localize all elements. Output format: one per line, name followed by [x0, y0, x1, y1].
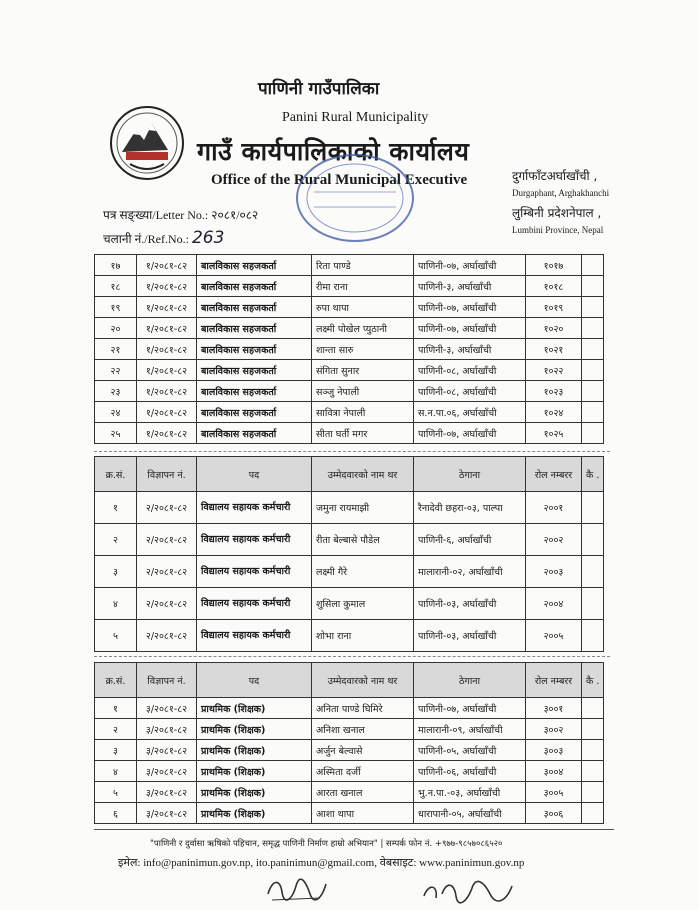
table-cell: २/२०८१-८२: [137, 524, 197, 556]
table-cell: लक्ष्मी पोखेल प्युठानी: [312, 318, 414, 339]
table-cell: शुसिला कुमाल: [312, 588, 414, 620]
table-cell: १/२०८१-८२: [137, 297, 197, 318]
table-cell: १/२०८१-८२: [137, 318, 197, 339]
table-cell: शान्ता सारु: [312, 339, 414, 360]
table-cell: रुपा थापा: [312, 297, 414, 318]
table-cell: [582, 782, 604, 803]
table-row: [95, 492, 604, 524]
table-cell: १/२०८१-८२: [137, 381, 197, 402]
table-cell: १: [95, 698, 137, 719]
column-header: उम्मेदवारको नाम थर: [312, 663, 414, 698]
table-cell: विद्यालय सहायक कर्मचारी: [197, 588, 312, 620]
table-cell: प्राथमिक (शिक्षक): [197, 761, 312, 782]
table-cell: पाणिनी-०८, अर्घाखाँची: [414, 381, 526, 402]
table-cell: [582, 698, 604, 719]
table-cell: १/२०८१-८२: [137, 276, 197, 297]
table-child-development-facilitator: [94, 254, 604, 444]
reference-number: [103, 228, 224, 248]
table-cell: ३००३: [526, 740, 582, 761]
table-cell: [582, 339, 604, 360]
table-cell: [582, 360, 604, 381]
table-cell: पाणिनी-०३, अर्घाखाँची: [414, 620, 526, 652]
column-header: उम्मेदवारको नाम थर: [312, 457, 414, 492]
table-cell: २०: [95, 318, 137, 339]
table-cell: [582, 761, 604, 782]
table-cell: [582, 276, 604, 297]
table-cell: आरता खनाल: [312, 782, 414, 803]
table-row: [95, 803, 604, 824]
table-cell: बालविकास सहजकर्ता: [197, 360, 312, 381]
table-cell: पाणिनी-०५, अर्घाखाँची: [414, 740, 526, 761]
column-header: कै .: [582, 663, 604, 698]
table-cell: २/२०८१-८२: [137, 492, 197, 524]
table-cell: मालारानी-०९, अर्घाखाँची: [414, 719, 526, 740]
table-row: [95, 297, 604, 318]
table-cell: पाणिनी-०३, अर्घाखाँची: [414, 588, 526, 620]
table-cell: संगिता सुनार: [312, 360, 414, 381]
table-cell: पाणिनी-३, अर्घाखाँची: [414, 339, 526, 360]
table-row: [95, 524, 604, 556]
table-cell: ५: [95, 620, 137, 652]
table-cell: ३००४: [526, 761, 582, 782]
table-cell: रीता बेल्बासे पौडेल: [312, 524, 414, 556]
table-cell: बालविकास सहजकर्ता: [197, 423, 312, 444]
table-cell: स.न.पा.०६, अर्घाखाँची: [414, 402, 526, 423]
municipality-logo: [108, 104, 186, 182]
table-cell: बालविकास सहजकर्ता: [197, 297, 312, 318]
table-cell: जमुना रायमाझी: [312, 492, 414, 524]
table-cell: [582, 402, 604, 423]
table-cell: पाणिनी-३, अर्घाखाँची: [414, 276, 526, 297]
table-cell: २१: [95, 339, 137, 360]
table-cell: २२: [95, 360, 137, 381]
table-cell: ६: [95, 803, 137, 824]
table3-body: [95, 698, 604, 824]
address-nepali-1: दुर्गाफाँटअर्घाखाँची ,: [512, 169, 598, 183]
table1-body: [95, 255, 604, 444]
table-cell: २००३: [526, 556, 582, 588]
table-cell: ३: [95, 740, 137, 761]
table-cell: पाणिनी-०७, अर्घाखाँची: [414, 318, 526, 339]
table-cell: आशा थापा: [312, 803, 414, 824]
table-cell: प्राथमिक (शिक्षक): [197, 803, 312, 824]
table-cell: १/२०८१-८२: [137, 402, 197, 423]
table-cell: बालविकास सहजकर्ता: [197, 339, 312, 360]
table-cell: १०२५: [526, 423, 582, 444]
column-header: रोल नम्बरर: [526, 663, 582, 698]
table-school-assistant-staff: [94, 456, 604, 652]
table-row: [95, 698, 604, 719]
table-cell: ५: [95, 782, 137, 803]
table-cell: सीता घर्ती मगर: [312, 423, 414, 444]
table-cell: [582, 423, 604, 444]
table-cell: १०२१: [526, 339, 582, 360]
table-row: [95, 255, 604, 276]
office-name-nepali: गाउँ कार्यपालिकाको कार्यालय: [197, 137, 470, 166]
table-cell: अनिता पाण्डे घिमिरे: [312, 698, 414, 719]
table-cell: १७: [95, 255, 137, 276]
column-header: पद: [197, 663, 312, 698]
table-cell: बालविकास सहजकर्ता: [197, 255, 312, 276]
table-cell: ४: [95, 588, 137, 620]
municipality-name-nepali: पाणिनी गाउँपालिका: [258, 79, 380, 99]
table-row: [95, 381, 604, 402]
table-cell: विद्यालय सहायक कर्मचारी: [197, 556, 312, 588]
table-cell: [582, 492, 604, 524]
table-cell: [582, 803, 604, 824]
table-cell: २/२०८१-८२: [137, 588, 197, 620]
signature-2: [420, 876, 530, 906]
table-cell: १/२०८१-८२: [137, 255, 197, 276]
table-cell: धारापानी-०५, अर्घाखाँची: [414, 803, 526, 824]
table-cell: १/२०८१-८२: [137, 423, 197, 444]
table-cell: पाणिनी-०७, अर्घाखाँची: [414, 423, 526, 444]
table-cell: ३/२०८१-८२: [137, 761, 197, 782]
table-cell: १०२४: [526, 402, 582, 423]
table-cell: [582, 318, 604, 339]
table-row: [95, 588, 604, 620]
table-cell: अनिशा खनाल: [312, 719, 414, 740]
table-cell: २००२: [526, 524, 582, 556]
column-header: रोल नम्बरर: [526, 457, 582, 492]
table-cell: प्राथमिक (शिक्षक): [197, 719, 312, 740]
table-row: [95, 719, 604, 740]
table-row: [95, 360, 604, 381]
table3-header-row: [95, 663, 604, 698]
table-row: [95, 423, 604, 444]
table-cell: २५: [95, 423, 137, 444]
table-cell: [582, 588, 604, 620]
table-cell: २/२०८१-८२: [137, 620, 197, 652]
reference-label: चलानी नं./Ref.No.:: [103, 232, 189, 246]
table-row: [95, 761, 604, 782]
footer-slogan: "पाणिनी र दुर्वासा ऋषिको पहिचान, समृद्ध पाणिनी निर्माण हाम्रो अभियान" | सम्पर्क फोन नं. +९७७-९८५७०८६५२०: [150, 839, 503, 849]
table-cell: रिता पाण्डे: [312, 255, 414, 276]
table-cell: मालारानी-०२, अर्घाखाँची: [414, 556, 526, 588]
municipality-name-english: Panini Rural Municipality: [282, 110, 429, 125]
table-cell: [582, 524, 604, 556]
table-primary-teacher: [94, 662, 604, 824]
table-cell: विद्यालय सहायक कर्मचारी: [197, 524, 312, 556]
footer-divider: [94, 829, 614, 830]
column-header: विज्ञापन नं.: [137, 663, 197, 698]
column-header: ठेगाना: [414, 663, 526, 698]
table-row: [95, 402, 604, 423]
table-cell: २: [95, 719, 137, 740]
table-cell: १०२०: [526, 318, 582, 339]
table-cell: ३/२०८१-८२: [137, 719, 197, 740]
reference-handwritten: 263: [191, 228, 225, 248]
column-header: विज्ञापन नं.: [137, 457, 197, 492]
table-cell: २००४: [526, 588, 582, 620]
table-cell: ३/२०८१-८२: [137, 740, 197, 761]
table-cell: विद्यालय सहायक कर्मचारी: [197, 620, 312, 652]
table-cell: पाणिनी-०७, अर्घाखाँची: [414, 698, 526, 719]
table-cell: [582, 719, 604, 740]
table-cell: अर्जुन बेल्वासे: [312, 740, 414, 761]
address-nepali-2: लुम्बिनी प्रदेशनेपाल ,: [512, 206, 602, 220]
table-cell: १/२०८१-८२: [137, 339, 197, 360]
table-cell: १: [95, 492, 137, 524]
signature-1: [262, 874, 332, 906]
column-header: ठेगाना: [414, 457, 526, 492]
table-row: [95, 318, 604, 339]
address-english-2: Lumbini Province, Nepal: [512, 225, 604, 235]
table-cell: ३००१: [526, 698, 582, 719]
table-row: [95, 620, 604, 652]
table2-header-row: [95, 457, 604, 492]
table-cell: १०१७: [526, 255, 582, 276]
table-cell: २००१: [526, 492, 582, 524]
table-cell: सञ्जु नेपाली: [312, 381, 414, 402]
column-header: क्र.सं.: [95, 663, 137, 698]
table-cell: १०२३: [526, 381, 582, 402]
table-cell: बालविकास सहजकर्ता: [197, 381, 312, 402]
table-cell: रीमा राना: [312, 276, 414, 297]
table-cell: ३/२०८१-८२: [137, 803, 197, 824]
table-cell: १/२०८१-८२: [137, 360, 197, 381]
office-name-english: Office of the Rural Municipal Executive: [211, 172, 468, 188]
table-cell: २३: [95, 381, 137, 402]
table-row: [95, 339, 604, 360]
table-cell: ४: [95, 761, 137, 782]
footer-contact: इमेल: info@paninimun.gov.np, ito.paninimun@gmail.com, वेबसाइट: www.paninimun.gov.np: [118, 857, 525, 869]
table-row: [95, 556, 604, 588]
table-cell: ३००५: [526, 782, 582, 803]
table-cell: पाणिनी-०८, अर्घाखाँची: [414, 360, 526, 381]
table-cell: विद्यालय सहायक कर्मचारी: [197, 492, 312, 524]
letter-number: पत्र सङ्ख्या/Letter No.: २०८१/०८२: [103, 208, 259, 222]
table-cell: १९: [95, 297, 137, 318]
table-cell: ३००६: [526, 803, 582, 824]
table-cell: पाणिनी-६, अर्घाखाँची: [414, 524, 526, 556]
table-cell: ३/२०८१-८२: [137, 698, 197, 719]
table-cell: [582, 381, 604, 402]
table-cell: २४: [95, 402, 137, 423]
column-header: क्र.सं.: [95, 457, 137, 492]
table-cell: सावित्रा नेपाली: [312, 402, 414, 423]
table-cell: पाणिनी-०६, अर्घाखाँची: [414, 761, 526, 782]
table-cell: ३: [95, 556, 137, 588]
table-cell: १०१८: [526, 276, 582, 297]
table-cell: प्राथमिक (शिक्षक): [197, 698, 312, 719]
table-cell: २: [95, 524, 137, 556]
table-row: [95, 276, 604, 297]
table-cell: ३/२०८१-८२: [137, 782, 197, 803]
office-stamp: [294, 152, 416, 244]
table-cell: [582, 620, 604, 652]
table-cell: [582, 740, 604, 761]
table-cell: बालविकास सहजकर्ता: [197, 402, 312, 423]
table-cell: शोभा राना: [312, 620, 414, 652]
table-cell: पाणिनी-०७, अर्घाखाँची: [414, 297, 526, 318]
table-cell: १०१९: [526, 297, 582, 318]
column-header: पद: [197, 457, 312, 492]
table2-body: [95, 492, 604, 652]
address-english-1: Durgaphant, Arghakhanchi: [512, 188, 610, 198]
table-row: [95, 782, 604, 803]
table-cell: [582, 255, 604, 276]
table-cell: प्राथमिक (शिक्षक): [197, 782, 312, 803]
table-cell: बालविकास सहजकर्ता: [197, 318, 312, 339]
table-cell: १८: [95, 276, 137, 297]
table-cell: भु.न.पा.-०३, अर्घाखाँची: [414, 782, 526, 803]
table-cell: [582, 297, 604, 318]
table-row: [95, 740, 604, 761]
table-cell: [582, 556, 604, 588]
table-cell: अस्मिता दर्जी: [312, 761, 414, 782]
table-cell: रैनादेवी छहरा-०३, पाल्पा: [414, 492, 526, 524]
table-cell: २/२०८१-८२: [137, 556, 197, 588]
table-cell: बालविकास सहजकर्ता: [197, 276, 312, 297]
table-cell: लक्ष्मी गैरे: [312, 556, 414, 588]
table-cell: प्राथमिक (शिक्षक): [197, 740, 312, 761]
table-cell: ३००२: [526, 719, 582, 740]
table-cell: पाणिनी-०७, अर्घाखाँची: [414, 255, 526, 276]
column-header: कै .: [582, 457, 604, 492]
table-cell: २००५: [526, 620, 582, 652]
table-cell: १०२२: [526, 360, 582, 381]
